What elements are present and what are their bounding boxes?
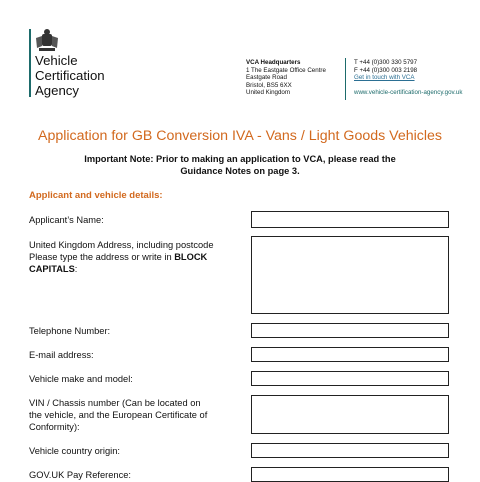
make-model-label: Vehicle make and model: [29, 374, 133, 384]
hq-address-block [246, 59, 326, 97]
hq-address-line: 1 The Eastgate Office Centre [246, 66, 326, 74]
hq-address-line: United Kingdom [246, 89, 291, 97]
make-model-field[interactable] [251, 371, 449, 386]
email-field[interactable] [251, 347, 449, 362]
important-note [60, 153, 420, 177]
agency-name-line: Certification [35, 68, 105, 83]
address-label-bold: BLOCK [174, 252, 208, 262]
section-heading: Applicant and vehicle details: [29, 190, 163, 201]
contact-block [354, 59, 462, 96]
agency-name [35, 53, 105, 98]
important-note-line: Important Note: Prior to making an application to VCA, please read the [84, 154, 396, 164]
email-label: E-mail address: [29, 350, 94, 360]
important-note-line: Guidance Notes on page 3. [180, 166, 300, 176]
hq-title: VCA Headquarters [246, 59, 301, 66]
phone-number: T +44 (0)300 330 5797 [354, 59, 418, 66]
hq-address-line: Bristol, BS5 6XX [246, 81, 292, 89]
address-label-bold: CAPITALS [29, 264, 75, 274]
applicant-name-label: Applicant’s Name: [29, 215, 104, 225]
vin-label-line: VIN / Chassis number (Can be located on [29, 398, 201, 408]
country-origin-label: Vehicle country origin: [29, 446, 120, 456]
contact-divider [345, 58, 346, 100]
vin-label-line: Conformity): [29, 422, 80, 432]
telephone-field[interactable] [251, 323, 449, 338]
vin-label-line: the vehicle, and the European Certificate of [29, 410, 208, 420]
hq-address-line: Eastgate Road [246, 74, 287, 82]
vin-field[interactable] [251, 395, 449, 434]
logo-divider [29, 29, 31, 97]
address-field[interactable] [251, 236, 449, 314]
contact-link[interactable]: Get in touch with VCA [354, 74, 415, 82]
royal-crest-icon [34, 28, 60, 52]
agency-name-line: Vehicle [35, 53, 78, 68]
vin-label [29, 397, 244, 433]
website-link[interactable]: www.vehicle-certification-agency.gov.uk [354, 88, 463, 96]
pay-reference-label: GOV.UK Pay Reference: [29, 470, 131, 480]
form-title: Application for GB Conversion IVA - Vans / Light Goods Vehicles [37, 128, 443, 144]
address-label-text: : [74, 264, 78, 274]
country-origin-field[interactable] [251, 443, 449, 458]
agency-name-line: Agency [35, 83, 79, 98]
address-label-text: Please type the address or write in [29, 252, 175, 262]
address-label [29, 239, 244, 275]
address-label-line: United Kingdom Address, including postcode [29, 240, 214, 250]
fax-number: F +44 (0)300 003 2198 [354, 66, 418, 74]
applicant-name-field[interactable] [251, 211, 449, 228]
telephone-label: Telephone Number: [29, 326, 111, 336]
